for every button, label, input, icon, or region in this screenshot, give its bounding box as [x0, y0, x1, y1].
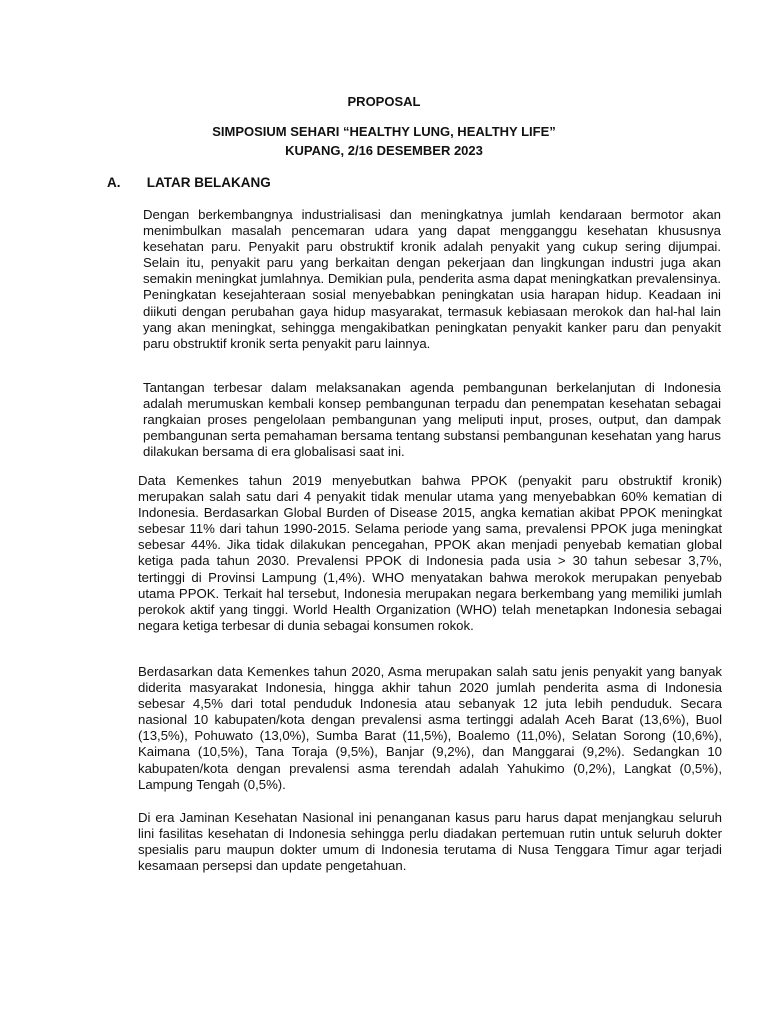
paragraph: Tantangan terbesar dalam melaksanakan agenda pembangunan berkelanjutan di Indonesia adalah merumuskan kembali konsep pembangunan terpadu dan penempatan kesehatan sebagai rangkaian proses pengelolaan pembangunan yang meliputi input, proses, output, dan dampak pembangunan serta pemahaman bersama tentang substansi pembangunan kesehatan yang harus dilakukan bersama di era globalisasi saat ini.: [143, 380, 721, 460]
section-title: LATAR BELAKANG: [146, 175, 271, 190]
document-subtitle-event: SIMPOSIUM SEHARI “HEALTHY LUNG, HEALTHY LIFE”: [212, 124, 556, 139]
paragraph: Berdasarkan data Kemenkes tahun 2020, Asma merupakan salah satu jenis penyakit yang banyak diderita masyarakat Indonesia, hingga akhir tahun 2020 jumlah penderita asma di Indonesia sebesar 4,5% dari total penduduk Indonesia atau sebanyak 12 juta lebih penduduk. Secara nasional 10 kabupaten/kota dengan prevalensi asma tertinggi adalah Aceh Barat (13,6%), Buol (13,5%), Pohuwato (13,0%), Sumba Barat (11,5%), Boalemo (11,0%), Selatan Sorong (10,6%), Kaimana (10,5%), Tana Toraja (9,5%), Banjar (9,2%), dan Manggarai (9,2%). Sedangkan 10 kabupaten/kota dengan prevalensi asma terendah adalah Yahukimo (0,2%), Langkat (0,5%), Lampung Tengah (0,5%).: [138, 664, 722, 792]
section-heading: [107, 175, 271, 191]
paragraph: Dengan berkembangnya industrialisasi dan meningkatnya jumlah kendaraan bermotor akan menimbulkan masalah pencemaran udara yang dapat mengganggu kesehatan khususnya kesehatan paru. Penyakit paru obstruktif kronik adalah penyakit yang cukup sering dijumpai. Selain itu, penyakit paru yang berkaitan dengan pekerjaan dan lingkungan industri juga akan semakin meningkat jumlahnya. Demikian pula, penderita asma dapat meningkatkan prevalensinya. Peningkatan kesejahteraan sosial menyebabkan peningkatan usia harapan hidup. Keadaan ini diikuti dengan perubahan gaya hidup masyarakat, termasuk kebiasaan merokok dan hal-hal lain yang akan meningkat, sehingga mengakibatkan peningkatan penyakit kanker paru dan penyakit paru obstruktif kronik serta penyakit paru lainnya.: [143, 207, 721, 351]
document-subtitle-place-date: KUPANG, 2/16 DESEMBER 2023: [285, 143, 483, 158]
paragraph: Data Kemenkes tahun 2019 menyebutkan bahwa PPOK (penyakit paru obstruktif kronik) merupakan salah satu dari 4 penyakit tidak menular utama yang menyebabkan 60% kematian di Indonesia. Berdasarkan Global Burden of Disease 2015, angka kematian akibat PPOK meningkat sebesar 11% dari tahun 1990-2015. Selama periode yang sama, prevalensi PPOK juga meningkat sebesar 44%. Jika tidak dilakukan pencegahan, PPOK akan menjadi penyebab kematian global ketiga pada tahun 2030. Prevalensi PPOK di Indonesia pada usia > 30 tahun sebesar 3,7%, tertinggi di Provinsi Lampung (1,4%). WHO menyatakan bahwa merokok merupakan penyebab utama PPOK. Terkait hal tersebut, Indonesia merupakan negara berkembang yang memiliki jumlah perokok aktif yang tinggi. World Health Organization (WHO) telah menetapkan Indonesia sebagai negara ketiga terbesar di dunia sebagai konsumen rokok.: [138, 473, 722, 633]
section-number: A.: [107, 175, 121, 190]
document-title: PROPOSAL: [347, 94, 421, 109]
paragraph: Di era Jaminan Kesehatan Nasional ini penanganan kasus paru harus dapat menjangkau seluruh lini fasilitas kesehatan di Indonesia sehingga perlu diadakan pertemuan rutin untuk seluruh dokter spesialis paru maupun dokter umum di Indonesia terutama di Nusa Tenggara Timur agar terjadi kesamaan persepsi dan update pengetahuan.: [138, 810, 722, 874]
